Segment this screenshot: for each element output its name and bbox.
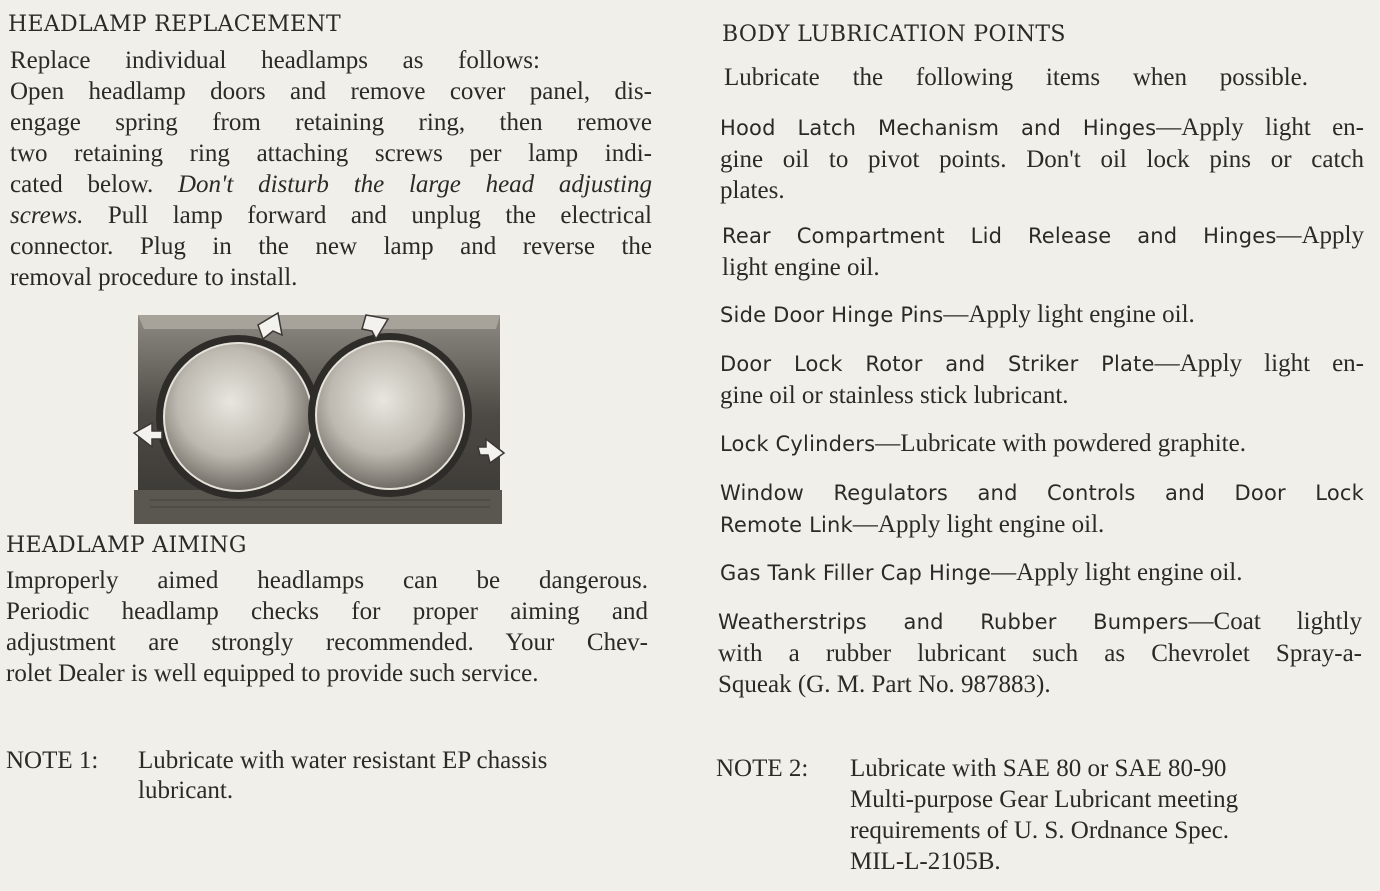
text-line: rolet Dealer is well equipped to provide such service. — [6, 660, 539, 687]
note-1-line: lubricant. — [138, 777, 234, 804]
text-line: removal procedure to install. — [10, 264, 298, 291]
item-name: Rear Compartment Lid Release and Hinges — [722, 224, 1277, 248]
note-2-line: Lubricate with SAE 80 or SAE 80-90 — [850, 755, 1227, 782]
text-line: gine oil to pivot points. Don't oil lock pins or catch — [720, 146, 1364, 173]
text-line: with a rubber lubricant such as Chevrolet Spray-a- — [718, 640, 1362, 667]
item-name: Gas Tank Filler Cap Hinge — [720, 561, 992, 585]
text-line — [720, 509, 1364, 541]
note-2-line: requirements of U. S. Ordnance Spec. — [850, 817, 1230, 844]
lubrication-item — [718, 606, 1362, 700]
text-line — [10, 169, 652, 200]
text-line: Lubricate the following items when possible. — [724, 64, 1308, 91]
text-line — [720, 557, 1364, 589]
item-text: —Lubricate with powdered graphite. — [875, 430, 1246, 457]
text-line: connector. Plug in the new lamp and reverse the — [10, 233, 652, 260]
item-name: Remote Link — [720, 513, 853, 537]
lubrication-intro — [724, 62, 1308, 93]
text-line — [722, 220, 1364, 252]
text-line — [10, 200, 652, 231]
item-text: —Apply light engine oil. — [991, 559, 1243, 586]
headlamp-replacement-text — [10, 45, 652, 293]
item-text: —Apply light engine oil. — [852, 511, 1105, 538]
lubrication-item — [720, 557, 1364, 589]
text-line: Periodic headlamp checks for proper aiming and — [6, 598, 648, 625]
text-line: Improperly aimed headlamps can be dangerous. — [6, 567, 648, 594]
text-line: gine oil or stainless stick lubricant. — [720, 382, 1069, 409]
text-line: engage spring from retaining ring, then remove — [10, 109, 652, 136]
item-text: —Apply light en- — [1154, 350, 1364, 377]
note-2-line: Multi-purpose Gear Lubricant meeting — [850, 786, 1239, 813]
text-fragment: cated below. — [10, 171, 154, 198]
lubrication-item — [720, 112, 1364, 206]
body-lubrication-heading: BODY LUBRICATION POINTS — [722, 22, 1066, 47]
text-line — [720, 428, 1364, 460]
lubrication-item — [720, 348, 1364, 411]
italic-warning: Don't disturb the large head adjusting — [177, 171, 653, 198]
note-2 — [716, 754, 1366, 884]
text-line: two retaining ring attaching screws per lamp indi- — [10, 140, 652, 167]
item-name: Lock Cylinders — [720, 432, 876, 456]
headlamp-aiming-text — [6, 565, 648, 689]
text-fragment: Pull lamp forward and unplug the electrical — [107, 202, 653, 229]
text-line: adjustment are strongly recommended. Your Chev- — [6, 629, 648, 656]
lubrication-item — [720, 428, 1364, 460]
item-text: —Apply — [1276, 222, 1364, 249]
item-text: —Apply light engine oil. — [943, 301, 1195, 328]
lubrication-item — [722, 220, 1364, 283]
item-text: —Apply light en- — [1156, 114, 1364, 141]
text-line: Squeak (G. M. Part No. 987883). — [718, 671, 1051, 698]
note-2-label: NOTE 2: — [716, 755, 809, 782]
headlamp-aiming-heading: HEADLAMP AIMING — [6, 533, 247, 558]
text-line — [720, 477, 1364, 509]
text-line: light engine oil. — [722, 254, 880, 281]
text-line: plates. — [720, 177, 785, 204]
note-1-line: Lubricate with water resistant EP chassis — [138, 747, 548, 774]
item-name: Weatherstrips and Rubber Bumpers — [718, 610, 1189, 634]
item-name: Door Lock Rotor and Striker Plate — [720, 352, 1155, 376]
lubrication-item — [720, 477, 1364, 541]
text-line — [718, 606, 1362, 638]
note-2-line: MIL-L-2105B. — [850, 848, 1001, 875]
note-1 — [6, 746, 656, 816]
lubrication-item — [720, 299, 1364, 331]
item-text: —Coat lightly — [1188, 608, 1362, 635]
headlamp-replacement-heading: HEADLAMP REPLACEMENT — [8, 12, 341, 37]
headlamp-assembly-photo — [130, 305, 506, 533]
item-name: Side Door Hinge Pins — [720, 303, 944, 327]
item-name: Window Regulators and Controls and Door Lock — [720, 481, 1364, 505]
text-line — [720, 112, 1364, 144]
text-line: Open headlamp doors and remove cover panel, dis- — [10, 78, 652, 105]
text-line — [720, 299, 1364, 331]
item-name: Hood Latch Mechanism and Hinges — [720, 116, 1157, 140]
italic-warning-end: screws. — [10, 202, 84, 229]
text-line — [720, 348, 1364, 380]
text-line: Replace individual headlamps as follows: — [10, 47, 540, 74]
note-1-label: NOTE 1: — [6, 747, 99, 774]
